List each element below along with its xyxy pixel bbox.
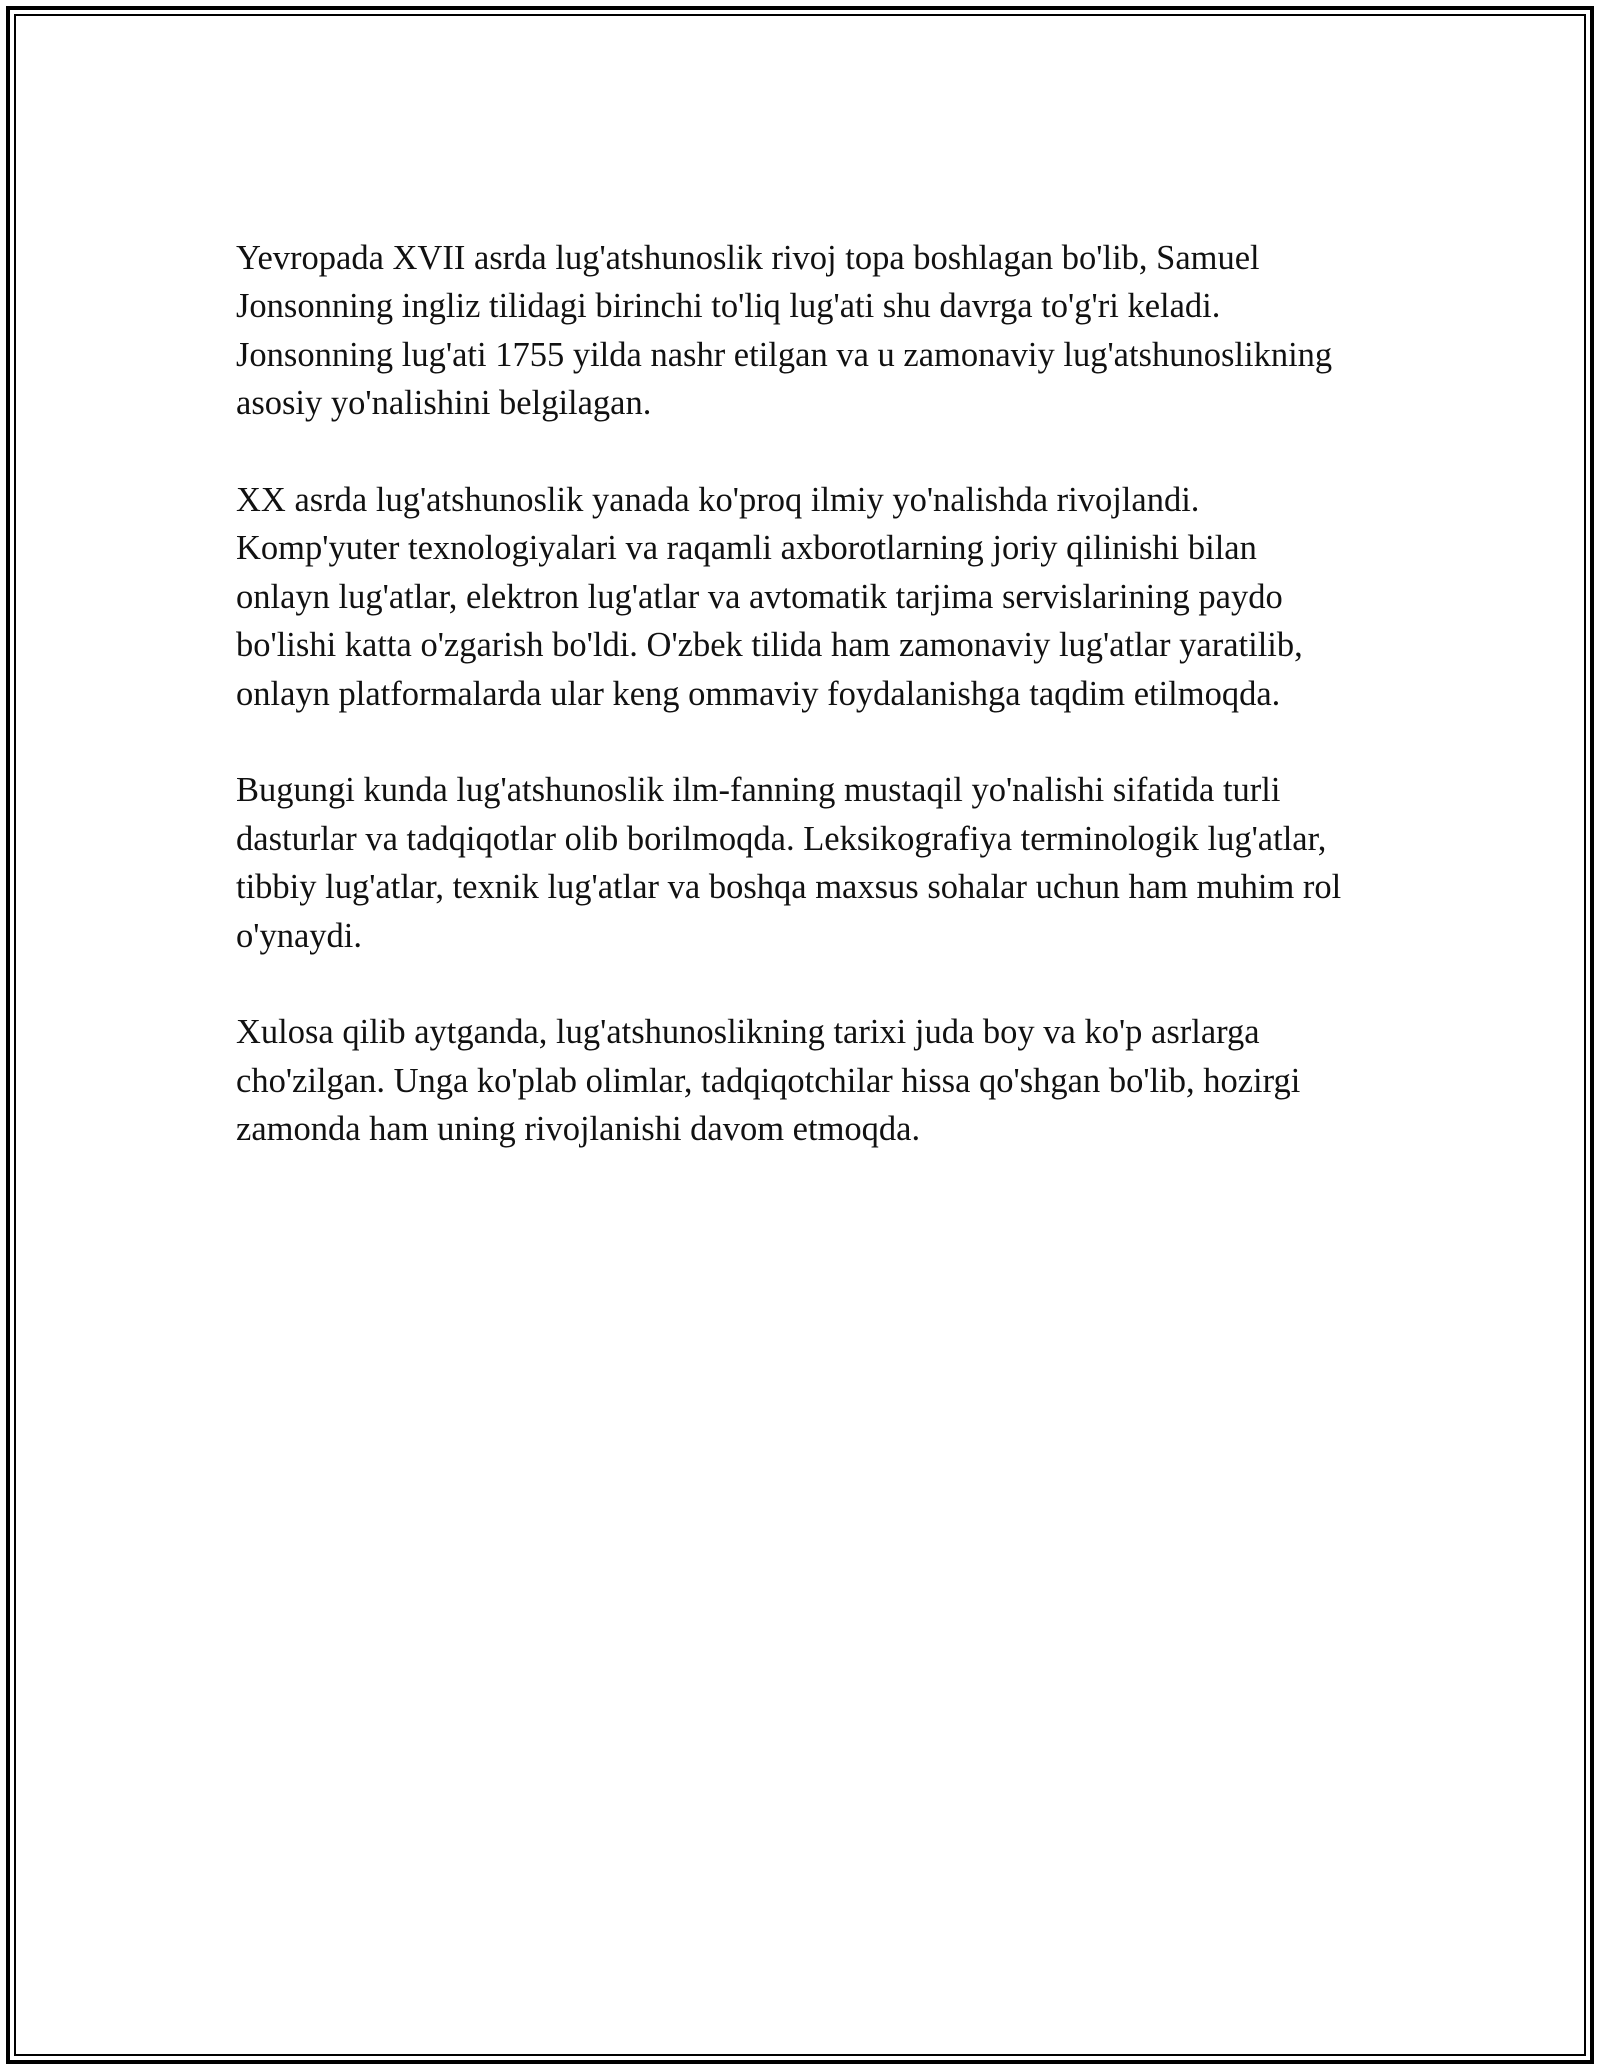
paragraph-3: Bugungi kunda lug'atshunoslik ilm-fanning mustaqil yo'nalishi sifatida turli dasturlar va tadqiqotlar olib borilmoqda. Leksikografiya terminologik lug'atlar, tibbiy lug'atlar, texnik lug'atlar va boshqa maxsus sohalar uchun ham muhim rol o'ynaydi. [236, 771, 1342, 955]
paragraph-2: XX asrda lug'atshunoslik yanada ko'proq ilmiy yo'nalishda rivojlandi. Komp'yuter texnologiyalari va raqamli axborotlarning joriy qilinishi bilan onlayn lug'atlar, elektron lug'atlar va avtomatik tarjima servislarining paydo bo'lishi katta o'zgarish bo'ldi. O'zbek tilida ham zamonaviy lug'atlar yaratilib, onlayn platformalarda ular keng ommaviy foydalanishga taqdim etilmoqda. [236, 481, 1303, 713]
paragraph-4: Xulosa qilib aytganda, lug'atshunoslikning tarixi juda boy va ko'p asrlarga cho'zilgan. Unga ko'plab olimlar, tadqiqotchilar hissa qo'shgan bo'lib, hozirgi zamonda ham uning rivojlanishi davom etmoqda. [236, 1013, 1301, 1149]
paragraph-1: Yevropada XVII asrda lug'atshunoslik rivoj topa boshlagan bo'lib, Samuel Jonsonning ingliz tilidagi birinchi to'liq lug'ati shu davrga to'g'ri keladi. Jonsonning lug'ati 1755 yilda nashr etilgan va u zamonaviy lug'atshunoslikning asosiy yo'nalishini belgilagan. [236, 239, 1333, 423]
document-body [236, 234, 1356, 1154]
